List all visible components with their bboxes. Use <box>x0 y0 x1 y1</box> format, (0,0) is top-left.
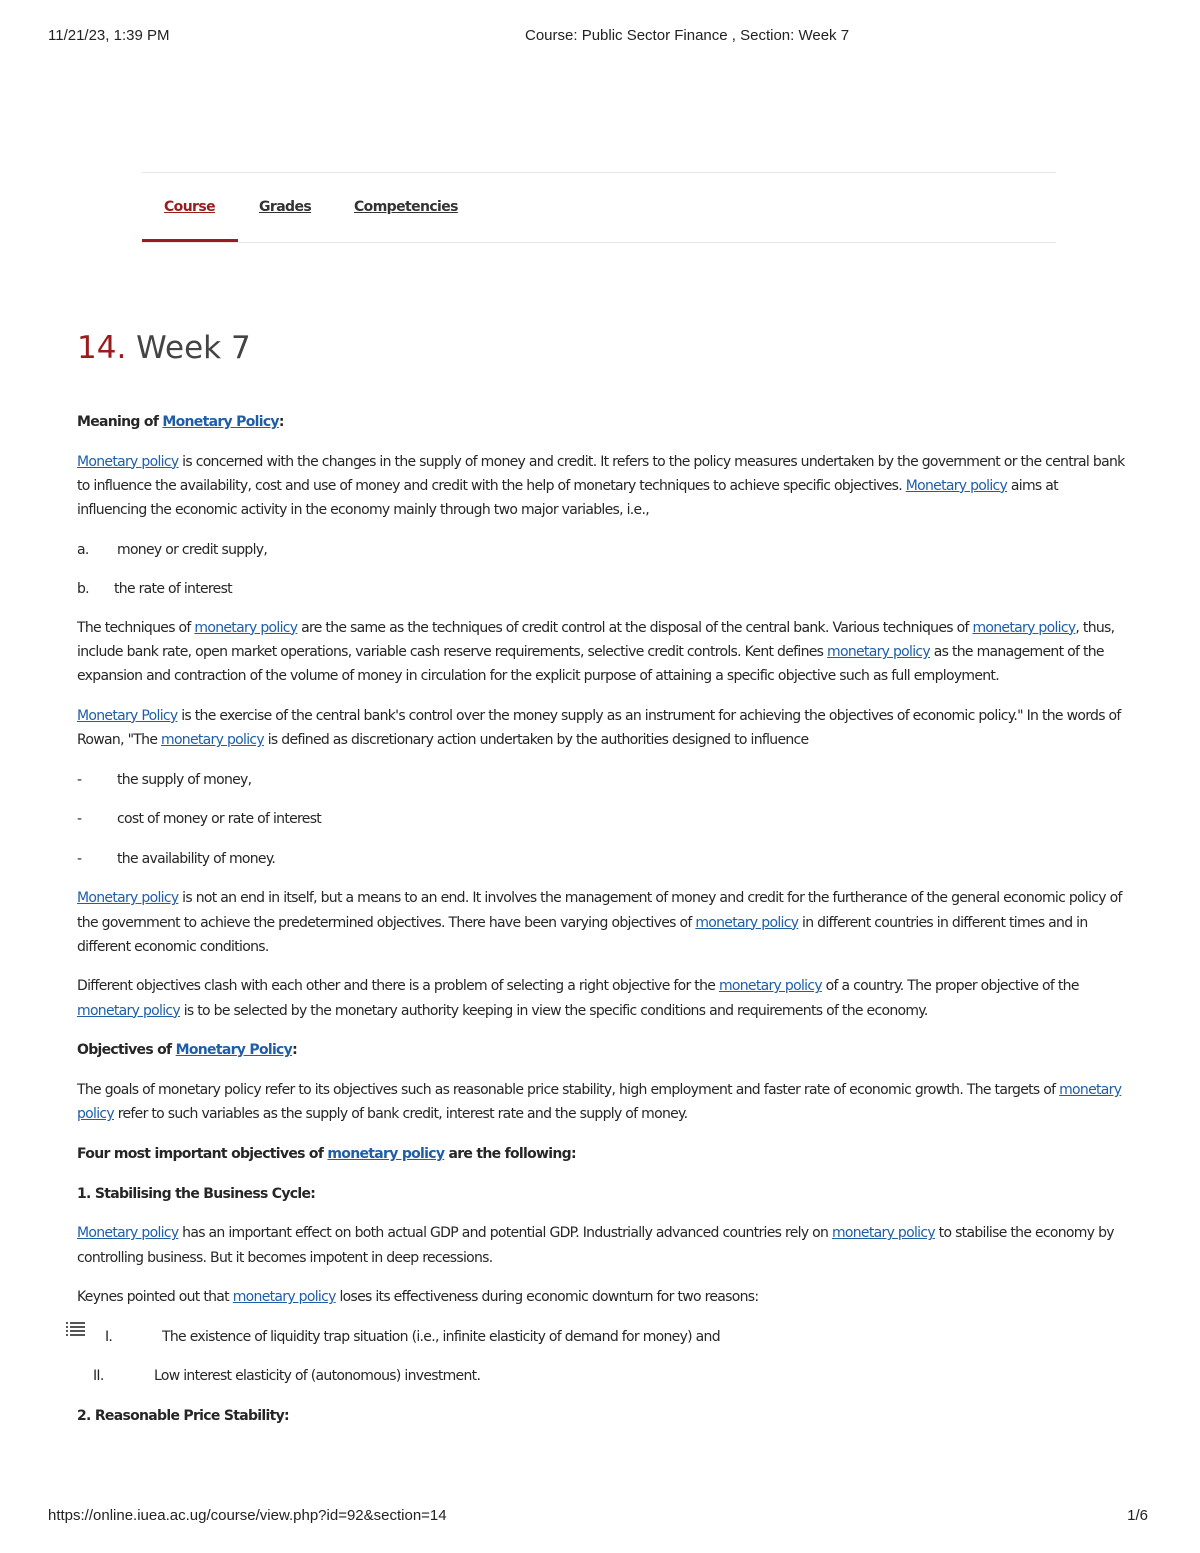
glossary-link[interactable]: monetary policy <box>77 1082 1122 1123</box>
glossary-link[interactable]: Monetary Policy <box>77 707 178 724</box>
page-url: https://online.iuea.ac.ug/course/view.php?id=92&section=14 <box>48 1507 447 1524</box>
paragraph: The goals of monetary policy refer to its objectives such as reasonable price stability, high employment and faster rate of economic growth. The targets of monetary policy refer to such variables as the supply of bank credit, interest rate and the supply of money. <box>77 1082 1122 1123</box>
glossary-link[interactable]: Monetary policy <box>77 890 179 907</box>
list-item <box>77 768 1125 792</box>
paragraph: Monetary Policy is the exercise of the central bank's control over the money supply as an instrument for achieving the objectives of economic policy." In the words of Rowan, "The monetary policy is defined as discretionary action undertaken by the authorities designed to influence <box>77 707 1121 749</box>
nav-tab-grades[interactable]: Grades <box>259 199 312 215</box>
glossary-link[interactable]: monetary policy <box>77 1002 180 1019</box>
list-item <box>77 847 1125 871</box>
table-of-contents-icon[interactable] <box>66 1321 85 1337</box>
paragraph: Monetary policy has an important effect on both actual GDP and potential GDP. Industrially advanced countries rely on monetary policy to stabilise the economy by controlling business. But it becomes impotent in deep recessions. <box>77 1225 1114 1266</box>
glossary-link[interactable]: monetary policy <box>161 732 264 749</box>
glossary-link[interactable]: monetary policy <box>831 1225 935 1242</box>
nav-tab-course[interactable]: Course <box>164 199 215 215</box>
list-item-text: The existence of liquidity trap situation (i.e., infinite elasticity of demand for money) and <box>162 1328 720 1345</box>
print-header <box>48 27 1152 47</box>
paragraph: Monetary policy is not an end in itself, but a means to an end. It involves the management of money and credit for the furtherance of the general economic policy of the government to achieve the predetermined objectives. There have been varying objectives of monetary policy in different countries in different times and in different economic conditions. <box>77 890 1122 955</box>
glossary-link[interactable]: monetary policy <box>827 644 930 661</box>
print-page-title: Course: Public Sector Finance , Section: Week 7 <box>525 27 850 44</box>
glossary-link[interactable]: monetary policy <box>232 1289 336 1306</box>
list-item-text: cost of money or rate of interest <box>117 811 322 828</box>
glossary-link[interactable]: monetary policy <box>194 619 298 636</box>
list-marker: b. <box>77 580 89 597</box>
list-marker: II. <box>93 1368 104 1385</box>
active-tab-indicator <box>142 239 238 242</box>
secondary-navigation <box>142 172 1056 243</box>
section-name: Week 7 <box>136 330 251 366</box>
page-number: 1/6 <box>1127 1507 1148 1524</box>
glossary-link[interactable]: monetary policy <box>327 1145 445 1162</box>
glossary-link[interactable]: monetary policy <box>972 619 1076 636</box>
glossary-link[interactable]: Monetary policy <box>77 1225 179 1242</box>
glossary-link[interactable]: Monetary policy <box>905 477 1008 494</box>
glossary-link[interactable]: monetary policy <box>718 978 822 995</box>
list-item-text: Low interest elasticity of (autonomous) investment. <box>154 1368 481 1385</box>
list-item <box>77 1325 1125 1349</box>
list-item <box>77 577 1125 601</box>
glossary-link[interactable]: Monetary Policy <box>162 414 279 430</box>
list-item <box>77 1364 1125 1388</box>
paragraph: The techniques of monetary policy are the same as the techniques of credit control at the disposal of the central bank. Various techniques of monetary policy, thus, include bank rate, open market operations, variable cash reserve requirements, selective credit controls. Kent defines monetary policy as the management of the expansion and contraction of the volume of money in circulation for the explicit purpose of attaining a specific objective such as full employment. <box>77 619 1115 685</box>
list-marker: - <box>77 811 82 828</box>
paragraph: Different objectives clash with each other and there is a problem of selecting a right objective for the monetary policy of a country. The proper objective of the monetary policy is to be selected by the monetary authority keeping in view the specific conditions and requirements of the economy. <box>77 978 1079 1019</box>
heading-stabilising: 1. Stabilising the Business Cycle: <box>77 1185 316 1202</box>
list-item <box>77 807 1125 831</box>
glossary-link[interactable]: Monetary policy <box>77 453 179 470</box>
list-item-text: the availability of money. <box>117 850 276 867</box>
list-marker: a. <box>77 541 89 558</box>
print-footer <box>48 1507 1152 1527</box>
paragraph: Keynes pointed out that monetary policy loses its effectiveness during economic downturn for two reasons: <box>77 1289 759 1306</box>
list-item <box>77 538 1125 562</box>
paragraph: Monetary policy is concerned with the changes in the supply of money and credit. It refers to the policy measures undertaken by the government or the central bank to influence the availability, cost and use of money and credit with the help of monetary techniques to achieve specific objectives. Monetary policy aims at influencing the economic activity in the economy mainly through two major variables, i.e., <box>77 453 1125 519</box>
print-datetime: 11/21/23, 1:39 PM <box>48 27 170 44</box>
heading-price-stability: 2. Reasonable Price Stability: <box>77 1407 289 1424</box>
section-title <box>77 330 251 366</box>
list-marker: I. <box>105 1328 113 1345</box>
glossary-link[interactable]: monetary policy <box>695 914 799 931</box>
section-number: 14. <box>77 330 127 366</box>
list-item-text: the rate of interest <box>114 580 232 597</box>
list-item-text: money or credit supply, <box>117 541 268 558</box>
section-content <box>77 410 1125 1444</box>
heading-four-objectives: Four most important objectives of monetary policy are the following: <box>77 1145 576 1162</box>
list-marker: - <box>77 850 82 867</box>
glossary-link[interactable]: Monetary Policy <box>175 1042 293 1059</box>
heading-objectives: Objectives of Monetary Policy: <box>77 1042 297 1059</box>
nav-tab-competencies[interactable]: Competencies <box>354 199 458 215</box>
list-item-text: the supply of money, <box>117 771 252 788</box>
heading-meaning: Meaning of Monetary Policy: <box>77 414 284 430</box>
list-marker: - <box>77 771 82 788</box>
